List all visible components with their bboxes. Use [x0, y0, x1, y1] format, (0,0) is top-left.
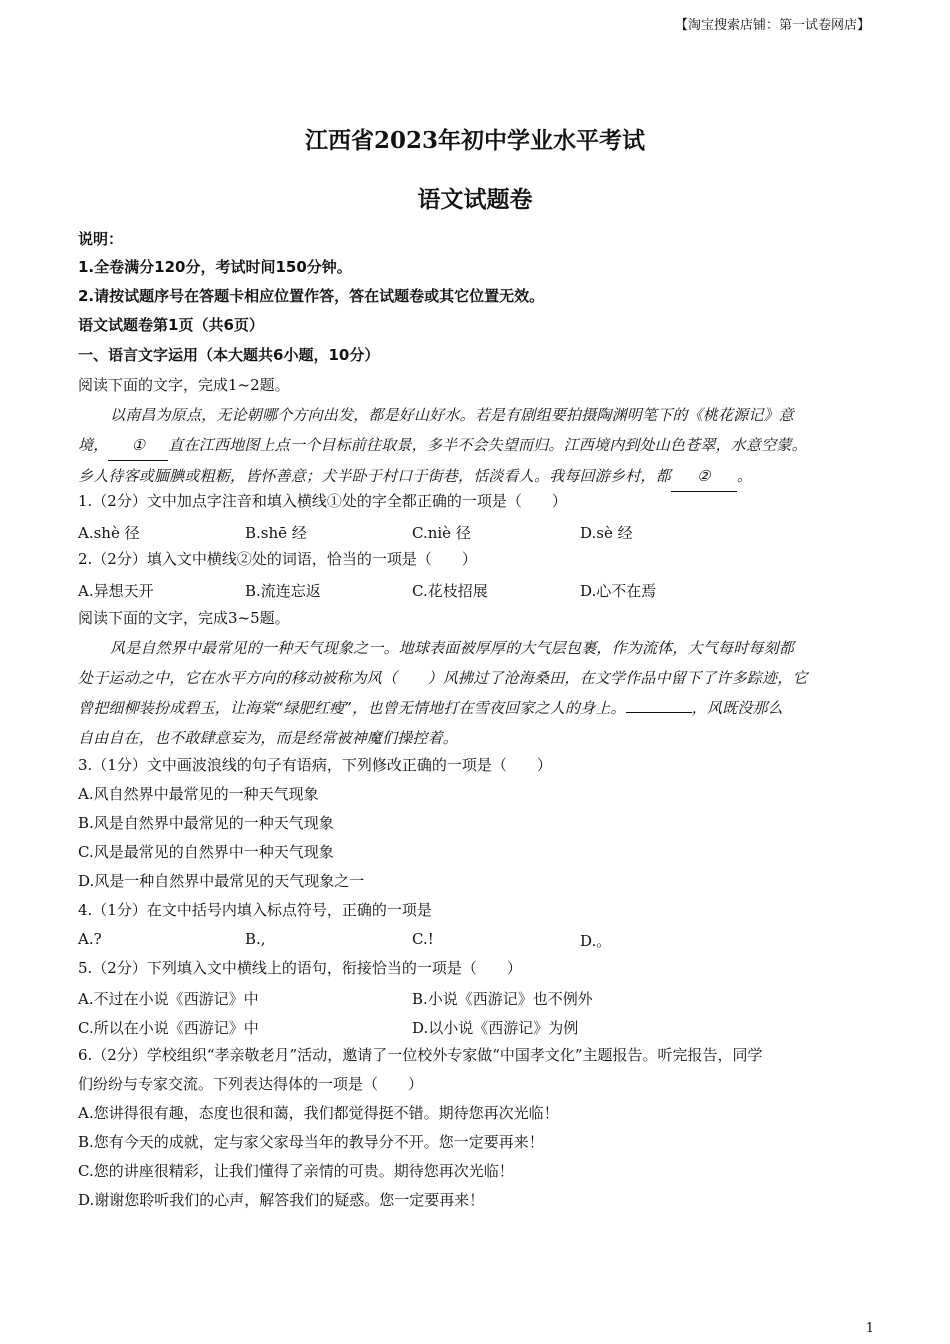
- q2-options: [0, 580, 950, 600]
- q2-stem: 2.（2分）填入文中横线②处的词语，恰当的一项是（ ）: [78, 550, 477, 568]
- q4-option-c: C.!: [412, 930, 434, 948]
- q5-option-d: D.以小说《西游记》为例: [412, 1019, 579, 1037]
- q3-option-a: A.风自然界中最常见的一种天气现象: [78, 785, 319, 803]
- passage-2: 风是自然界中最常见的一种天气现象之一。地球表面被厚厚的大气层包裹，作为流体，大气每时每刻都 处于运动之中，它在水平方向的移动被称为风（ ）风拂过了沧海桑田，在文学作品中留下了许多踪迹，它 曾把细柳装扮成碧玉，让海棠“绿肥红瘦”，也曾无情地打在雪夜回家之人的身上。 ，风既没那么 自由自在，也不敢肆意妄为，而是经常被神魔们操控着。: [78, 639, 808, 747]
- q4-option-d: D.。: [580, 932, 612, 950]
- q4-option-b: B.,: [245, 930, 266, 948]
- q6-option-c: C.您的讲座很精彩，让我们懂得了亲情的可贵。期待您再次光临！: [78, 1162, 514, 1180]
- reading-intro-2: 阅读下面的文字，完成3~5题。: [78, 609, 290, 627]
- instructions-label: 说明：: [78, 230, 124, 248]
- q1-stem: 1.（2分）文中加点字注音和填入横线①处的字全都正确的一项是（ ）: [78, 492, 567, 510]
- q5-stem: 5.（2分）下列填入文中横线上的语句，衔接恰当的一项是（ ）: [78, 959, 522, 977]
- q3-option-b: B.风是自然界中最常见的一种天气现象: [78, 814, 334, 832]
- q5-option-b: B.小说《西游记》也不例外: [412, 990, 593, 1008]
- instruction-item-1: 1.全卷满分120分，考试时间150分钟。: [78, 258, 352, 276]
- q1-options: [0, 522, 950, 542]
- exam-subtitle: 语文试题卷: [417, 186, 533, 213]
- section-heading: 一、语言文字运用（本大题共6小题，10分）: [78, 346, 380, 364]
- q3-option-c: C.风是最常见的自然界中一种天气现象: [78, 843, 334, 861]
- q1-option-a: A.shè 径: [78, 524, 140, 542]
- q2-option-a: A.异想天开: [78, 582, 154, 600]
- q4-stem: 4.（1分）在文中括号内填入标点符号，正确的一项是: [78, 901, 432, 919]
- q2-option-c: C.花枝招展: [412, 582, 488, 600]
- q5-option-a: A.不过在小说《西游记》中: [78, 990, 259, 1008]
- q1-option-d: D.sè 经: [580, 524, 633, 542]
- q5-options-row1: [0, 988, 950, 1008]
- q6-option-a: A.您讲得很有趣，态度也很和蔼，我们都觉得挺不错。期待您再次光临！: [78, 1104, 559, 1122]
- q3-option-d: D.风是一种自然界中最常见的天气现象之一: [78, 872, 365, 890]
- q5-options-row2: [0, 1017, 950, 1037]
- exam-title: 江西省2023年初中学业水平考试: [304, 127, 645, 154]
- blank-3: [626, 712, 692, 713]
- page-number: 1: [865, 1321, 874, 1336]
- q6-option-b: B.您有今天的成就，定与家父家母当年的教导分不开。您一定要再来！: [78, 1133, 544, 1151]
- q1-option-c: C.niè 径: [412, 524, 471, 542]
- page-info: 语文试题卷第1页（共6页）: [78, 316, 264, 334]
- passage-1: 以南昌为原点，无论朝哪个方向出发，都是好山好水。若是有剧组要拍摄陶渊明笔下的《桃花源记》意 境， ① 直在江西地图上点一个目标前往取景，多半不会失望而归。江西境内到处山色苍翠，水意空蒙。 乡人待客或腼腆或粗粝，皆怀善意；犬半卧于村口于街巷，恬淡看人。我每回游乡村，都 ② 。: [78, 400, 873, 492]
- blank-1: ①: [108, 430, 168, 461]
- q4-option-a: A.?: [78, 930, 102, 948]
- q6-stem-line2: 们纷纷与专家交流。下列表达得体的一项是（ ）: [78, 1075, 424, 1093]
- q2-option-d: D.心不在焉: [580, 582, 657, 600]
- q6-stem-line1: 6.（2分）学校组织“孝亲敬老月”活动，邀请了一位校外专家做“中国孝文化”主题报告。听完报告，同学: [78, 1046, 763, 1064]
- instruction-item-2: 2.请按试题序号在答题卡相应位置作答，答在试题卷或其它位置无效。: [78, 287, 545, 305]
- q2-option-b: B.流连忘返: [245, 582, 321, 600]
- blank-2: ②: [671, 461, 737, 492]
- q5-option-c: C.所以在小说《西游记》中: [78, 1019, 259, 1037]
- q1-option-b: B.shē 经: [245, 524, 307, 542]
- q3-stem: 3.（1分）文中画波浪线的句子有语病，下列修改正确的一项是（ ）: [78, 756, 552, 774]
- q6-option-d: D.谢谢您聆听我们的心声，解答我们的疑惑。您一定要再来！: [78, 1191, 485, 1209]
- header-note: 【淘宝搜索店铺：第一试卷网店】: [674, 18, 870, 33]
- reading-intro-1: 阅读下面的文字，完成1~2题。: [78, 376, 290, 394]
- q4-options: [0, 930, 950, 950]
